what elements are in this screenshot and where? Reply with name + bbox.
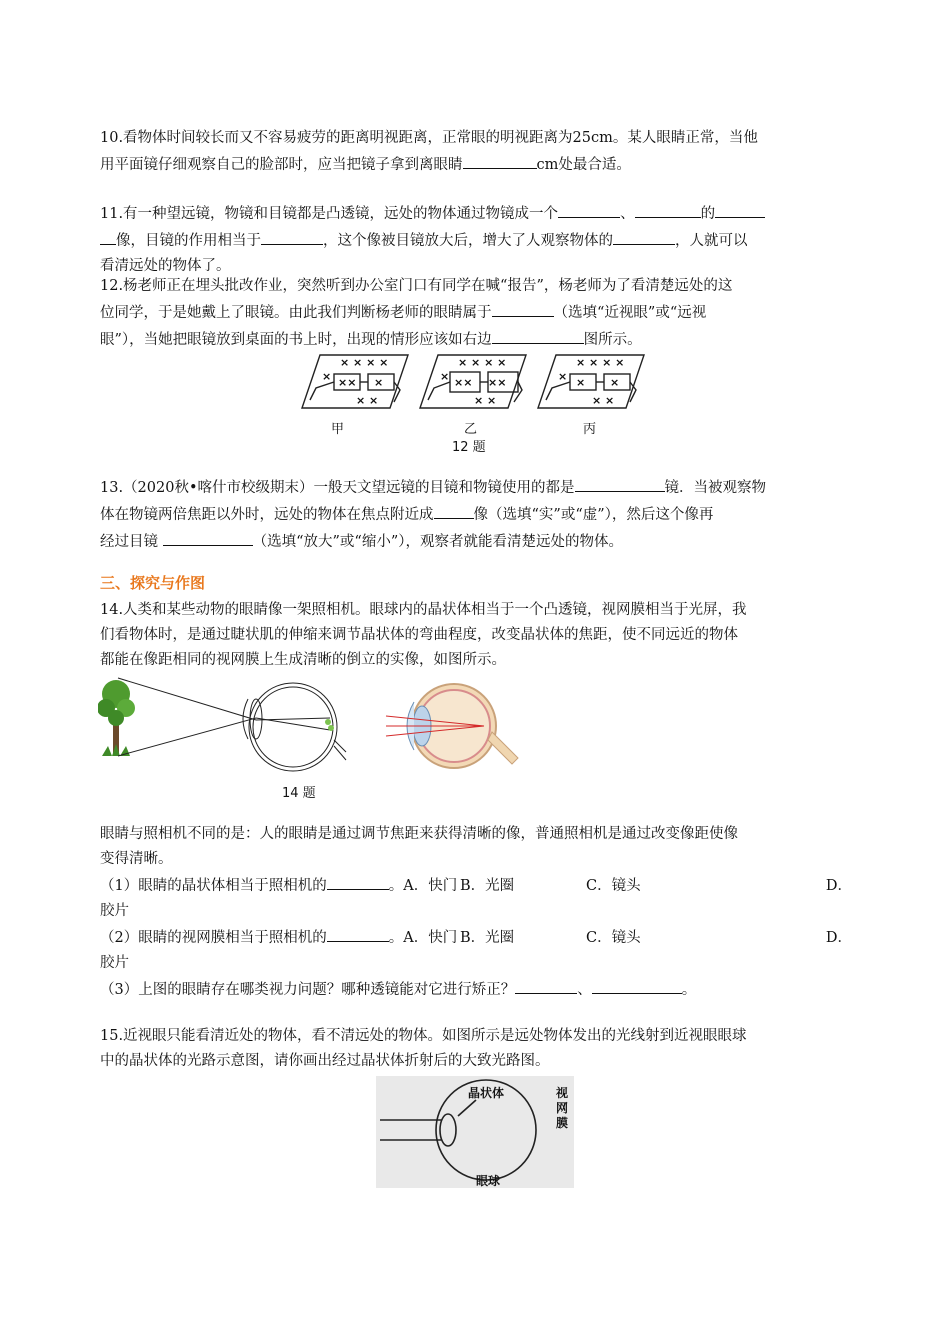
svg-text:× ×: × × xyxy=(474,394,497,407)
svg-text:× ×: × × xyxy=(356,394,379,407)
q14-sub2-blank[interactable] xyxy=(327,924,389,942)
svg-text:×: × xyxy=(610,376,620,389)
svg-text:××: ×× xyxy=(488,376,507,389)
q13-blank-1[interactable] xyxy=(575,474,665,492)
q12-line1: 12.杨老师正在埋头批改作业，突然听到办公室门口有同学在喊“报告”，杨老师为了看清楚远处的这 xyxy=(100,278,733,294)
q14-sub3-blank-2[interactable] xyxy=(592,976,682,994)
q14-line1: 14.人类和某些动物的眼睛像一架照相机。眼球内的晶状体相当于一个凸透镜，视网膜相当于光屏，我 xyxy=(100,602,747,618)
q14-sub3-sep: 、 xyxy=(577,982,592,998)
q15-myopia-eye-figure xyxy=(376,1076,574,1188)
q10-answer-blank[interactable] xyxy=(463,151,537,169)
svg-text:××: ×× xyxy=(338,376,357,389)
svg-text:×: × xyxy=(558,370,568,383)
q13-line3-b: （选填“放大”或“缩小”），观察者就能看清楚远处的物体。 xyxy=(252,534,624,550)
q10-line2-b: cm处最合适。 xyxy=(536,157,631,173)
svg-text:×: × xyxy=(576,376,586,389)
q14-sub1-text: （1）眼睛的晶状体相当于照相机的 xyxy=(100,878,327,894)
q11-blank-3b[interactable] xyxy=(100,227,116,245)
q14-line2: 们看物体时，是通过睫状肌的伸缩来调节晶状体的弯曲程度，改变晶状体的焦距，使不同远近的物体 xyxy=(100,627,738,643)
q11-line2-a: 像，目镜的作用相当于 xyxy=(116,233,261,249)
label-lens: 晶状体 xyxy=(468,1086,505,1100)
q11-blank-2[interactable] xyxy=(635,200,701,218)
fig-label-jia: 甲 xyxy=(331,422,345,437)
q14-sub2-opt-c: C．镜头 xyxy=(586,930,641,946)
q15-line2: 中的晶状体的光路示意图，请你画出经过晶状体折射后的大致光路图。 xyxy=(100,1053,550,1069)
q11-line1-b: 的 xyxy=(700,206,716,222)
q14-sub3-blank-1[interactable] xyxy=(515,976,577,994)
q14-sub1-blank[interactable] xyxy=(327,872,389,890)
q13-line1-a: 13.（2020秋•喀什市校级期末）一般天文望远镜的目镜和物镜使用的都是 xyxy=(100,480,575,496)
svg-text:× × × ×: × × × × xyxy=(458,356,507,369)
question-14 xyxy=(100,598,852,673)
svg-text:××: ×× xyxy=(454,376,473,389)
q14-sub1-opt-c: C．镜头 xyxy=(586,878,641,894)
q13-line1-b: 镜．当被观察物 xyxy=(664,480,767,496)
label-retina xyxy=(556,1086,570,1131)
q12-line2-a: 位同学，于是她戴上了眼镜。由此我们判断杨老师的眼睛属于 xyxy=(100,305,492,321)
q14-sub2-opt-d: D． xyxy=(825,930,852,946)
q12-figure-glasses-on-book xyxy=(298,350,666,420)
q14-sub3-text: （3）上图的眼睛存在哪类视力问题？哪种透镜能对它进行矫正？ xyxy=(100,982,516,998)
label-eyeball: 眼球 xyxy=(476,1174,501,1188)
q14-sub2-opt-a: 。A．快门 xyxy=(388,930,458,946)
q12-figure-caption: 12 题 xyxy=(452,440,486,455)
q14-note-line2: 变得清晰。 xyxy=(100,851,173,867)
q14-sub1-opt-d-cont: 胶片 xyxy=(100,903,129,919)
q13-line2-b: 像（选填“实”或“虚”），然后这个像再 xyxy=(473,507,714,523)
svg-text:× × × ×: × × × × xyxy=(340,356,389,369)
q14-sub3-end: 。 xyxy=(681,982,697,998)
q10-line1: 10.看物体时间较长而又不容易疲劳的距离明视距离，正常眼的明视距离为25cm。某人眼睛正常，当他 xyxy=(100,130,758,146)
question-13 xyxy=(100,474,852,555)
q14-sub2-opt-d-cont: 胶片 xyxy=(100,955,129,971)
question-10 xyxy=(100,126,852,178)
q12-blank-2[interactable] xyxy=(492,326,584,344)
q11-line2-c: ，人就可以 xyxy=(675,233,748,249)
q14-sub2-text: （2）眼睛的视网膜相当于照相机的 xyxy=(100,930,327,946)
q14-figure-caption: 14 题 xyxy=(282,786,316,801)
q12-blank-1[interactable] xyxy=(492,299,554,317)
q14-line3: 都能在像距相同的视网膜上生成清晰的倒立的实像，如图所示。 xyxy=(100,652,506,668)
q14-note-and-subquestions xyxy=(100,822,852,1003)
svg-text:×: × xyxy=(322,370,332,383)
fig-label-yi: 乙 xyxy=(464,422,478,437)
q11-blank-1[interactable] xyxy=(558,200,620,218)
label-retina-char-1: 视 xyxy=(556,1086,569,1100)
svg-text:× × × ×: × × × × xyxy=(576,356,625,369)
question-12 xyxy=(100,274,852,353)
svg-text:× ×: × × xyxy=(592,394,615,407)
q14-sub2-opt-b: B．光圈 xyxy=(460,930,515,946)
q13-line3-a: 经过目镜 xyxy=(100,534,163,550)
q11-blank-4[interactable] xyxy=(261,227,323,245)
q11-sep: 、 xyxy=(620,206,635,222)
q13-line2-a: 体在物镜两倍焦距以外时，远处的物体在焦点附近成 xyxy=(100,507,434,523)
q15-line1: 15.近视眼只能看清近处的物体，看不清远处的物体。如图所示是远处物体发出的光线射到近视眼眼球 xyxy=(100,1028,747,1044)
q11-blank-5[interactable] xyxy=(613,227,675,245)
label-retina-char-3: 膜 xyxy=(556,1116,569,1130)
q13-blank-2[interactable] xyxy=(434,501,474,519)
svg-text:×: × xyxy=(440,370,450,383)
q12-line3-b: 图所示。 xyxy=(583,332,642,348)
q11-line2-b: ，这个像被目镜放大后，增大了人观察物体的 xyxy=(323,233,613,249)
q12-line2-b: （选填“近视眼”或“远视 xyxy=(553,305,707,321)
question-15 xyxy=(100,1024,852,1074)
section-heading-3: 三、探究与作图 xyxy=(100,574,206,592)
q13-blank-3[interactable] xyxy=(163,528,253,546)
q11-blank-3a[interactable] xyxy=(715,200,765,218)
q14-sub1-opt-b: B．光圈 xyxy=(460,878,515,894)
q14-eye-camera-figure xyxy=(98,672,348,782)
question-11 xyxy=(100,200,852,279)
q12-line3-a: 眼”），当她把眼镜放到桌面的书上时，出现的情形应该如右边 xyxy=(100,332,492,348)
label-retina-char-2: 网 xyxy=(556,1101,569,1115)
q14-eye-cross-section-icon xyxy=(384,680,524,772)
tree-icon xyxy=(98,680,135,756)
q11-line3: 看清远处的物体了。 xyxy=(100,258,231,274)
svg-text:×: × xyxy=(374,376,384,389)
fig-label-bing: 丙 xyxy=(583,422,597,437)
q14-note-line1: 眼睛与照相机不同的是：人的眼睛是通过调节焦距来获得清晰的像，普通照相机是通过改变像距使像 xyxy=(100,826,738,842)
q14-sub1-opt-a: 。A．快门 xyxy=(388,878,458,894)
q11-line1-a: 11.有一种望远镜，物镜和目镜都是凸透镜，远处的物体通过物镜成一个 xyxy=(100,206,559,222)
q14-sub1-opt-d: D． xyxy=(825,878,852,894)
q10-line2-a: 用平面镜仔细观察自己的脸部时，应当把镜子拿到离眼睛 xyxy=(100,157,463,173)
